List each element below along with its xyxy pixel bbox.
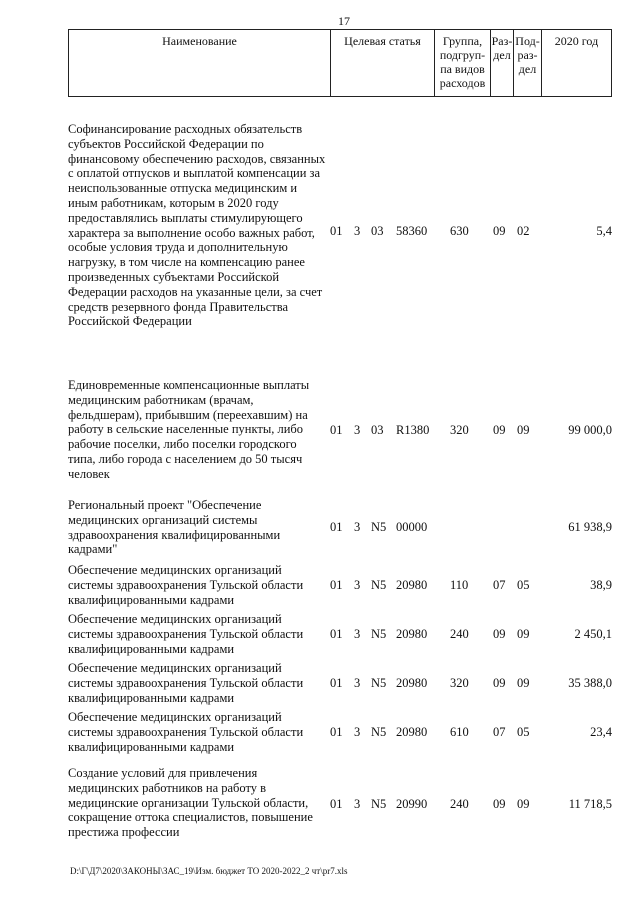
row-name: Обеспечение медицинских организаций системы здравоохранения Тульской области квалифицированными кадрами <box>68 612 304 656</box>
table-header <box>68 29 612 97</box>
razdel-code: 09 <box>493 224 506 238</box>
target-4: 58360 <box>396 224 428 238</box>
file-path-footer: D:\Г\Д7\2020\ЗАКОНЫ\ЗАС_19\Изм. бюджет ТО 2020-2022_2 чт\pr7.xls <box>70 866 348 876</box>
amount: 99 000,0 <box>568 423 612 437</box>
target-2: 3 <box>354 797 361 811</box>
podrazdel-code: 09 <box>517 423 530 437</box>
razdel-code: 09 <box>493 627 506 641</box>
row-name: Софинансирование расходных обязательств субъектов Российской Федерации по финансовому обеспечению расходов, связанных с оплатой отпусков и выплатой компенсации за неиспользованные отпуска медицинским и иным работникам, которым в 2020 году предоставлялись выплаты стимулирующего характера за выполнение особо важных работ, особые условия труда и дополнительную нагрузку, в том числе на компенсацию ранее произведенных субъектами Российской Федерации расходов на указанные цели, за счет средств резервного фонда Правительства Российской Федерации <box>68 122 326 329</box>
header-target-label: Целевая статья <box>344 34 421 48</box>
target-3: 03 <box>371 423 384 437</box>
target-2: 3 <box>354 627 361 641</box>
header-group-line: па видов <box>440 62 485 76</box>
header-year-label: 2020 год <box>554 34 599 48</box>
header-group-line: подгруп- <box>439 48 486 62</box>
header-name <box>69 30 331 96</box>
razdel-code: 07 <box>493 578 506 592</box>
target-4: R1380 <box>396 423 430 437</box>
podrazdel-code: 09 <box>517 797 530 811</box>
target-3: N5 <box>371 676 387 690</box>
amount: 11 718,5 <box>568 797 612 811</box>
amount: 38,9 <box>590 578 612 592</box>
target-1: 01 <box>330 520 343 534</box>
podrazdel-code: 05 <box>517 725 530 739</box>
podrazdel-code: 02 <box>517 224 530 238</box>
group-code: 320 <box>450 423 469 437</box>
target-2: 3 <box>354 423 361 437</box>
podrazdel-code: 09 <box>517 627 530 641</box>
row-name: Обеспечение медицинских организаций системы здравоохранения Тульской области квалифицированными кадрами <box>68 563 304 607</box>
header-podrazdel-line: дел <box>518 62 537 76</box>
group-code: 630 <box>450 224 469 238</box>
row-name: Обеспечение медицинских организаций системы здравоохранения Тульской области квалифицированными кадрами <box>68 661 304 705</box>
target-3: N5 <box>371 627 387 641</box>
group-code: 240 <box>450 797 469 811</box>
row-name: Создание условий для привлечения медицинских работников на работу в медицинские организации Тульской области, сокращение оттока специалистов, повышение престижа профессии <box>68 766 313 840</box>
header-razdel-line: дел <box>493 48 511 62</box>
target-4: 20980 <box>396 676 428 690</box>
header-razdel <box>491 30 514 96</box>
header-podrazdel-line: Под- <box>515 34 540 48</box>
group-code: 110 <box>450 578 469 592</box>
header-podrazdel-line: раз- <box>517 48 538 62</box>
target-1: 01 <box>330 578 343 592</box>
target-1: 01 <box>330 423 343 437</box>
target-2: 3 <box>354 725 361 739</box>
page-number: 17 <box>338 14 350 28</box>
target-2: 3 <box>354 520 361 534</box>
amount: 5,4 <box>596 224 612 238</box>
razdel-code: 09 <box>493 676 506 690</box>
target-1: 01 <box>330 676 343 690</box>
group-code: 610 <box>450 725 469 739</box>
target-2: 3 <box>354 578 361 592</box>
target-3: N5 <box>371 797 387 811</box>
razdel-code: 09 <box>493 423 506 437</box>
header-group-line: расходов <box>439 76 486 90</box>
header-target <box>331 30 435 96</box>
podrazdel-code: 05 <box>517 578 530 592</box>
header-razdel-line: Раз- <box>491 34 513 48</box>
target-4: 00000 <box>396 520 428 534</box>
target-3: N5 <box>371 725 387 739</box>
header-podrazdel <box>514 30 542 96</box>
amount: 35 388,0 <box>568 676 612 690</box>
target-1: 01 <box>330 797 343 811</box>
target-2: 3 <box>354 224 361 238</box>
row-name: Обеспечение медицинских организаций системы здравоохранения Тульской области квалифицированными кадрами <box>68 710 304 754</box>
target-4: 20980 <box>396 725 428 739</box>
razdel-code: 07 <box>493 725 506 739</box>
header-year <box>542 30 611 96</box>
header-group-line: Группа, <box>442 34 483 48</box>
target-2: 3 <box>354 676 361 690</box>
target-1: 01 <box>330 627 343 641</box>
amount: 2 450,1 <box>574 627 612 641</box>
target-3: N5 <box>371 520 387 534</box>
podrazdel-code: 09 <box>517 676 530 690</box>
target-1: 01 <box>330 725 343 739</box>
group-code: 320 <box>450 676 469 690</box>
target-4: 20980 <box>396 627 428 641</box>
amount: 23,4 <box>590 725 612 739</box>
target-3: N5 <box>371 578 387 592</box>
row-name: Региональный проект "Обеспечение медицинских организаций системы здравоохранения квалифицированными кадрами" <box>68 498 281 557</box>
razdel-code: 09 <box>493 797 506 811</box>
row-name: Единовременные компенсационные выплаты медицинским работникам (врачам, фельдшерам), прибывшим (переехавшим) на работу в сельские населенные пункты, либо рабочие поселки, либо поселки городского типа, либо города с населением до 50 тысяч человек <box>68 378 310 481</box>
target-4: 20990 <box>396 797 428 811</box>
target-1: 01 <box>330 224 343 238</box>
target-3: 03 <box>371 224 384 238</box>
group-code: 240 <box>450 627 469 641</box>
header-group <box>435 30 491 96</box>
header-name-label: Наименование <box>162 34 237 48</box>
target-4: 20980 <box>396 578 428 592</box>
amount: 61 938,9 <box>568 520 612 534</box>
